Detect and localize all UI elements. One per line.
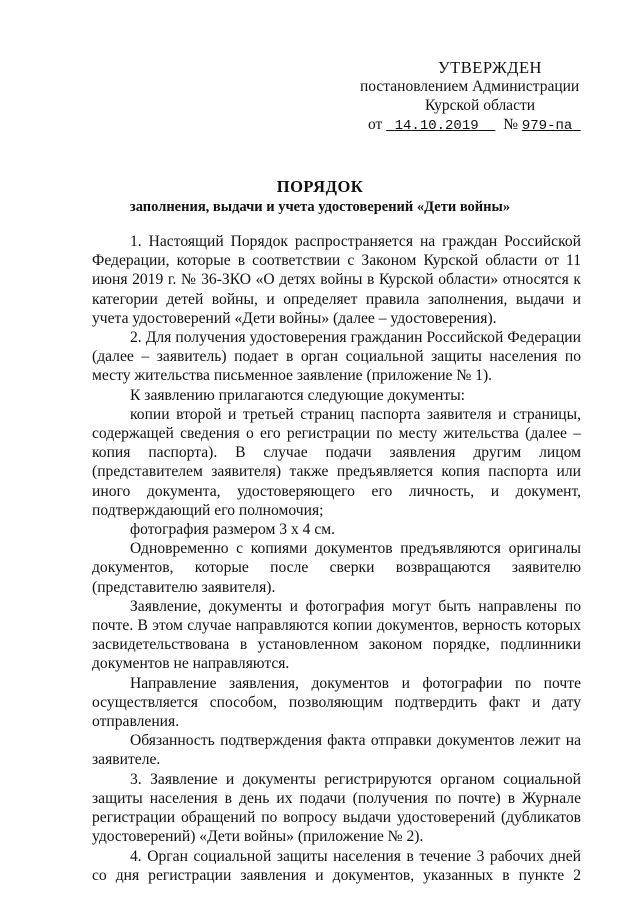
paragraph-10: 3. Заявление и документы регистрируются органом социальной защиты населения в день их подачи (получения по почте) в Журнале регистрации обращений по вопросу выдачи удостоверений (дубликатов удостоверений) «Дети войны» (приложение № 2). [92, 770, 581, 846]
paragraph-2: 2. Для получения удостоверения гражданин Российской Федерации (далее – заявитель) подает в орган социальной защиты населения по месту жительства письменное заявление (приложение № 1). [92, 329, 581, 385]
approval-date [386, 118, 495, 134]
paragraph-5: фотография размером 3 х 4 см. [130, 521, 336, 539]
approval-date-value: 14.10.2019 [394, 118, 479, 134]
approval-block [360, 58, 600, 136]
document-body [92, 232, 581, 885]
approval-line-2: Курской области [424, 97, 536, 114]
paragraph-9: Обязанность подтверждения факта отправки документов лежит на заявителе. [92, 732, 581, 769]
paragraph-11: 4. Орган социальной защиты населения в течение 3 рабочих дней со дня регистрации заявления и документов, указанных в пункте 2 [92, 847, 581, 884]
paragraph-3: К заявлению прилагаются следующие документы: [130, 386, 466, 404]
approval-number-value: 979-па [521, 118, 573, 134]
paragraph-8: Направление заявления, документов и фотографии по почте осуществляется способом, позволяющим подтвердить факт и дату отправления. [92, 674, 581, 731]
approval-line-1: постановлением Администрации [360, 78, 580, 95]
paragraph-6: Одновременно с копиями документов предъявляются оригиналы документов, которые после сверки возвращаются заявителю (представителю заявителя). [92, 540, 581, 596]
paragraph-1: 1. Настоящий Порядок распространяется на граждан Российской Федерации, которые в соответствии с Законом Курской области от 11 июня 2019 г. № 36-ЗКО «О детях войны в Курской области» относятся к категории детей войны, и определяет правила заполнения, выдачи и учета удостоверений «Дети войны» (далее – удостоверения). [92, 233, 581, 327]
approval-number [522, 118, 581, 134]
paragraph-4: копии второй и третьей страниц паспорта заявителя и страницы, содержащей сведения о его регистрации по месту жительства (далее – копия паспорта). В случае подачи заявления другим лицом (представителем заявителя) также предъявляется копия паспорта или иного документа, удостоверяющего его личность, и документ, подтверждающий его полномочия; [92, 405, 581, 519]
approval-date-line [368, 115, 600, 136]
document-title: ПОРЯДОК [276, 177, 364, 196]
date-prefix: от [368, 116, 383, 133]
approval-stamp: УТВЕРЖДЕН [438, 58, 542, 77]
document-subtitle: заполнения, выдачи и учета удостоверений «Дети войны» [129, 199, 511, 215]
number-prefix: № [503, 116, 518, 133]
paragraph-7: Заявление, документы и фотография могут быть направлены по почте. В этом случае направляются копии документов, верность которых засвидетельствована в установленном законом порядке, подлинники документов не направляются. [92, 597, 581, 673]
